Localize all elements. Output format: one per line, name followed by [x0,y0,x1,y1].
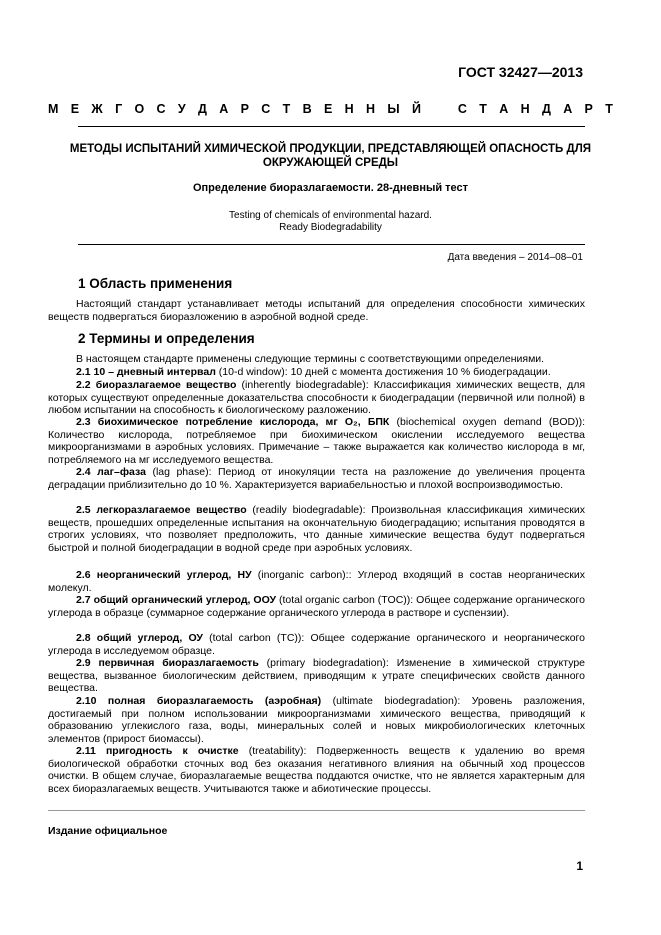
term-definition: (total organic carbon (TOC)): Общее содержание органического углерода в образце (суммарное содержание органического углерода в растворе и суспензии). [48,594,585,619]
term-2-7 [48,594,585,619]
page-number: 1 [576,859,583,873]
term-2-10 [48,695,585,745]
term-name: 2.9 первичная биоразлагаемость [76,657,259,669]
term-definition: (inherently biodegradable): Классификация химических веществ, для которых существуют определенные доказательства способности к биодеградации (первичной или полной) в любом испытании на способность к биологическому разложению. [48,379,586,416]
heading-letter: С [457,102,467,116]
heading-letter: Ы [387,102,400,116]
section-2-heading: 2 Термины и определения [78,331,255,346]
term-2-1 [48,366,585,379]
heading-letter: У [177,102,186,116]
english-title-line: Ready Biodegradability [279,222,382,233]
term-definition: (10-d window): 10 дней с момента достижения 10 % биодеградации. [215,366,551,378]
interstate-standard-heading [48,102,613,116]
heading-letter: Е [70,102,80,116]
heading-letter: В [302,102,312,116]
term-name: 2.10 полная биоразлагаемость (аэробная) [76,695,322,707]
heading-letter: Н [366,102,376,116]
footer-divider [48,810,585,811]
term-definition: (inorganic carbon):: Углерод входящий в состав неорганических молекул. [48,569,585,594]
term-definition: (ultimate biodegradation): Уровень разложения, достигаемый при полном использовании микроорганизмами химического вещества, приводящий к образованию углекислого газа, воды, минеральных солей и новых микробиологических клеточных элементов (прирост биомассы). [48,695,585,745]
term-definition: (lag phase): Период от инокуляции теста на разложение до увеличения процента деградации приблизительно до 10 %. Характеризуется вариабельностью и плохой воспроизводимостью. [48,466,585,491]
term-2-3 [48,416,585,466]
term-name: 2.6 неорганический углерод, НУ [76,569,252,581]
heading-letter: Й [411,102,421,116]
heading-letter: Ж [91,102,103,116]
heading-letter: Т [605,102,613,116]
section-1-heading: 1 Область применения [78,276,233,291]
heading-letter: Т [479,102,487,116]
document-title [55,142,606,170]
heading-letter: С [261,102,271,116]
official-edition-label: Издание официальное [48,825,168,837]
heading-letter: Г [115,102,123,116]
term-name: 2.2 биоразлагаемое вещество [76,379,237,391]
term-2-9 [48,657,585,695]
heading-letter: С [156,102,166,116]
heading-letter: Н [520,102,530,116]
term-name: 2.3 биохимическое потребление кислорода, мг O₂, БПК [76,416,390,428]
heading-letter: Н [344,102,354,116]
heading-letter: О [134,102,145,116]
heading-letter: Д [541,102,551,116]
standard-code: ГОСТ 32427—2013 [458,64,583,80]
document-subtitle: Определение биоразлагаемости. 28-дневный тест [192,182,469,194]
term-name: 2.5 легкоразлагаемое вещество [76,504,247,516]
term-name: 2.11 пригодность к очистке [76,745,239,757]
heading-letter: А [219,102,229,116]
term-definition: (treatability): Подверженность веществ к удалению во время биологической обработки сточных вод без оказания негативного влияния на обычный ход процессов очистки. В общем случае, биоразлагаемые вещества поддаются очистке, что не является характерным для всех биоразлагаемых веществ. Учитываются также и абиотические процессы. [48,745,585,795]
term-definition: (biochemical oxygen demand (BOD)): Количество кислорода, потребляемое при биохимическом окислении исследуемого вещества микроорганизмами в аэробных условиях. Примечание – также выражается как количество кислорода в мг, потребляемого на мг исследуемого вещества. [48,416,586,466]
heading-letter: А [563,102,573,116]
english-title-line: Testing of chemicals of environmental hazard. [229,210,432,221]
term-name: 2.1 10 – дневный интервал [76,366,216,378]
term-name: 2.7 общий органический углерод, ООУ [76,594,277,606]
title-line: МЕТОДЫ ИСПЫТАНИЙ ХИМИЧЕСКОЙ ПРОДУКЦИИ, ПРЕДСТАВЛЯЮЩЕЙ ОПАСНОСТЬ ДЛЯ [69,143,592,155]
heading-letter: Р [584,102,593,116]
intro-date: Дата введения – 2014–08–01 [447,252,583,263]
term-definition: (primary biodegradation): Изменение в химической структуре вещества, вызванное биологическим действием, приводящим к утрате специфических свойств данного вещества. [48,657,586,694]
heading-letter: Т [282,102,291,116]
top-divider [78,126,585,127]
heading-letter: М [48,102,59,116]
heading-letter: Е [323,102,333,116]
term-2-6 [48,569,585,594]
title-line: ОКРУЖАЮЩЕЙ СРЕДЫ [262,157,399,169]
term-2-5 [48,504,585,554]
section-1-text: Настоящий стандарт устанавливает методы испытаний для определения способности химических веществ подвергаться биоразложению в аэробной водной среде. [48,298,585,323]
term-name: 2.8 общий углерод, ОУ [76,632,203,644]
term-2-11 [48,745,585,795]
heading-letter: Р [240,102,249,116]
term-2-2 [48,379,585,417]
heading-letter: А [499,102,509,116]
term-2-4 [48,466,585,491]
term-2-8 [48,632,585,657]
term-definition: (total carbon (TC)): Общее содержание органического и неорганического углерода в исследуемом образце. [48,632,585,657]
term-definition: (readily biodegradable): Произвольная классификация химических веществ, прошедших определенные испытания на окончательную биодеградацию; испытания проводятся в строгих условиях, что позволяет предположить, что данные химические вещества будут подвергаться быстрой и полной биодеградации в водной среде при аэробных условиях. [48,504,585,554]
title-divider [78,244,585,245]
term-name: 2.4 лаг–фаза [76,466,146,478]
section-2-intro: В настоящем стандарте применены следующие термины с соответствующими определениями. [76,353,545,365]
heading-letter: Д [198,102,207,116]
english-title [55,210,606,234]
